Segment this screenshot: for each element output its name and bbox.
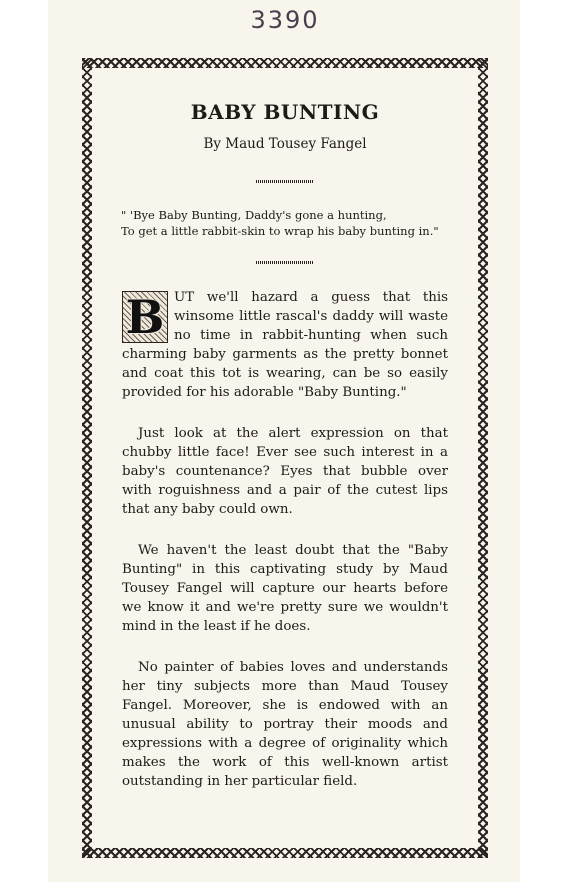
border-right (478, 58, 488, 858)
paragraph-1 (122, 288, 448, 402)
section-divider (256, 180, 314, 183)
article-byline: By Maud Tousey Fangel (203, 136, 367, 152)
paragraph-1-text: UT we'll hazard a guess that this winsome little rascal's daddy will waste no time in rabbit-hunting when such charming baby garments as the pretty bonnet and coat this tot is wearing, can be so easily provided for his adorable "Baby Bunting." (122, 290, 448, 400)
article-title: BABY BUNTING (190, 100, 380, 124)
border-bottom (82, 848, 488, 858)
article (122, 100, 448, 791)
handwritten-note: 3390 (250, 6, 320, 34)
border-top (82, 58, 488, 68)
border-left (82, 58, 92, 858)
verse-line-2: To get a little rabbit-skin to wrap his baby bunting in." (121, 224, 439, 238)
paragraph-3: We haven't the least doubt that the "Baby Bunting" in this captivating study by Maud Tousey Fangel will capture our hearts before we know it and we're pretty sure we wouldn't mind in the least if he does. (122, 543, 448, 634)
epigraph-verse (121, 207, 448, 239)
paragraph-4: No painter of babies loves and understands her tiny subjects more than Maud Tousey Fangel. Moreover, she is endowed with an unusual ability to portray their moods and expressions with a degree of originality which makes the work of this well-known artist outstanding in her particular field. (122, 660, 448, 789)
ornamental-dropcap (122, 291, 168, 343)
paragraph-2: Just look at the alert expression on that chubby little face! Ever see such interest in a baby's countenance? Eyes that bubble over with roguishness and a pair of the cutest lips that any baby could own. (122, 426, 448, 517)
dropcap-letter: B (125, 289, 165, 344)
verse-line-1: " 'Bye Baby Bunting, Daddy's gone a hunting, (121, 208, 387, 222)
section-divider (256, 261, 314, 264)
